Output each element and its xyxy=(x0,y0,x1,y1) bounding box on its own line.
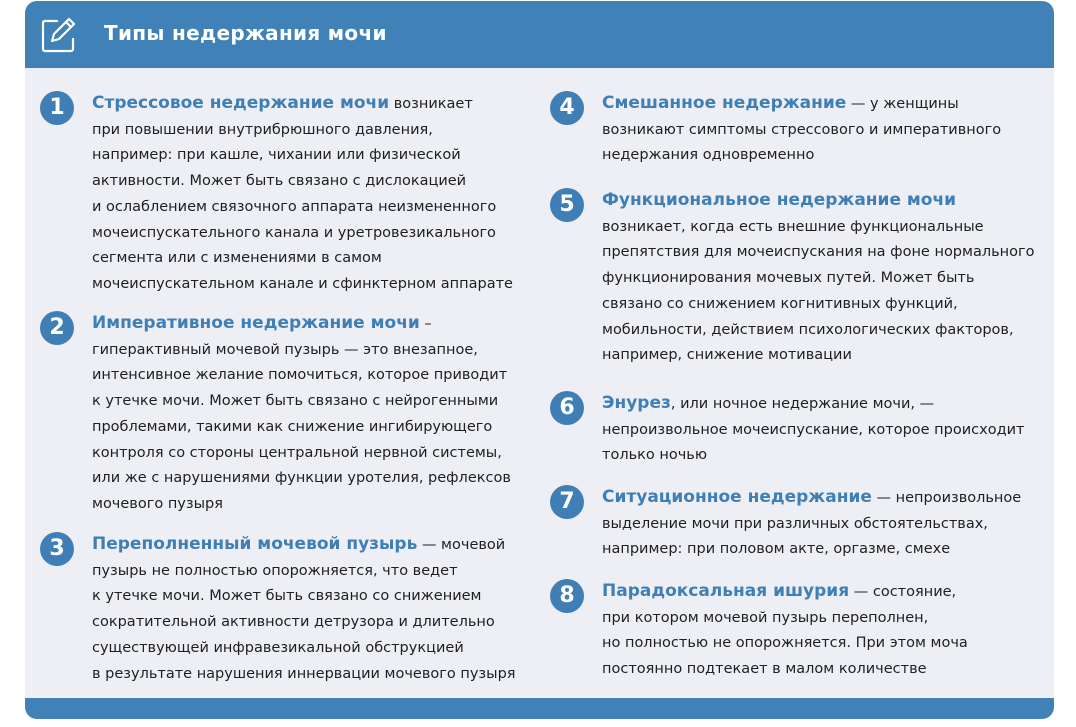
list-item xyxy=(40,311,540,532)
text-line: только ночью xyxy=(602,447,708,464)
text: — у женщины xyxy=(846,96,959,112)
text-line: мобильности, действием психологических факторов, xyxy=(602,321,1014,338)
text-line: недержания одновременно xyxy=(602,147,815,164)
list-item xyxy=(550,91,1050,188)
term-title: Смешанное недержание xyxy=(602,93,847,113)
infographic-card xyxy=(25,1,1054,719)
text-line: контроля со стороны центральной нервной системы, xyxy=(92,444,502,461)
number-badge: 4 xyxy=(550,91,584,125)
text-line: пузырь не полностью опорожняется, что ведет xyxy=(92,562,458,579)
edit-pencil-icon xyxy=(39,15,79,55)
list-item xyxy=(550,391,1050,485)
text-line: при повышении внутрибрюшного давления, xyxy=(92,121,433,138)
text-line: мочевого пузыря xyxy=(92,495,223,512)
text-line: проблемами, такими как снижение ингибирующего xyxy=(92,418,493,435)
text-line: активности. Может быть связано с дислокацией xyxy=(92,173,467,190)
text-line: возникают симптомы стрессового и императивного xyxy=(602,121,1002,138)
term-title: Переполненный мочевой пузырь xyxy=(92,534,418,554)
number-badge: 7 xyxy=(550,485,584,519)
number-badge: 6 xyxy=(550,391,584,425)
left-column xyxy=(40,91,540,687)
list-item xyxy=(40,91,540,311)
text-line: препятствия для мочеиспускания на фоне нормального xyxy=(602,244,1035,261)
term-title: Стрессовое недержание мочи xyxy=(92,93,390,113)
right-column xyxy=(550,91,1050,683)
term-title: Ситуационное недержание xyxy=(602,487,872,507)
text-line: например: при кашле, чихании или физической xyxy=(92,147,461,164)
text-line: и ослаблением связочного аппарата неизмененного xyxy=(92,198,497,215)
text-line: гиперактивный мочевой пузырь — это внезапное, xyxy=(92,341,478,358)
text-line: связано со снижением когнитивных функций, xyxy=(602,295,958,312)
text-line: постоянно подтекает в малом количестве xyxy=(602,661,927,678)
footer-bar xyxy=(25,698,1054,719)
text-line: мочеиспускательном канале и сфинктерном аппарате xyxy=(92,275,513,292)
list-item xyxy=(550,188,1050,391)
text: — мочевой xyxy=(417,537,506,553)
list-item xyxy=(550,579,1050,683)
term-title: Энурез xyxy=(602,393,671,413)
text-line: к утечке мочи. Может быть связано с нейрогенными xyxy=(92,393,499,410)
number-badge: 5 xyxy=(550,188,584,222)
text-line: или же с нарушениями функции уротелия, рефлексов xyxy=(92,470,511,487)
text-line: например, снижение мотивации xyxy=(602,347,852,364)
text-line: к утечке мочи. Может быть связано со снижением xyxy=(92,588,482,605)
term-title: Функциональное недержание мочи xyxy=(602,190,957,210)
list-item xyxy=(550,485,1050,579)
page-title: Типы недержания мочи xyxy=(104,21,387,45)
text-line: мочеиспускательного канала и уретровезикального xyxy=(92,224,496,241)
text-line: возникает, когда есть внешние функциональные xyxy=(602,218,984,235)
text-line: в результате нарушения иннервации мочевого пузыря xyxy=(92,665,516,682)
text-line: существующей инфравезикальной обструкцией xyxy=(92,639,464,656)
term-title: Парадоксальная ишурия xyxy=(602,581,850,601)
text-line: при котором мочевой пузырь переполнен, xyxy=(602,609,929,626)
header-bar xyxy=(25,1,1054,68)
text-line: например: при половом акте, оргазме, смехе xyxy=(602,541,951,558)
text-line: интенсивное желание помочиться, которое приводит xyxy=(92,367,508,384)
text: — состояние, xyxy=(849,584,957,600)
term-title: Императивное недержание мочи xyxy=(92,313,420,333)
number-badge: 2 xyxy=(40,311,74,345)
text-line: непроизвольное мочеиспускание, которое происходит xyxy=(602,421,1025,438)
text-line: сократительной активности детрузора и длительно xyxy=(92,614,495,631)
text-line: функционирования мочевых путей. Может быть xyxy=(602,270,975,287)
number-badge: 8 xyxy=(550,579,584,613)
text-line: сегмента или с изменениями в самом xyxy=(92,250,382,267)
text: возникает xyxy=(389,96,473,112)
text: — непроизвольное xyxy=(871,490,1022,506)
list-item xyxy=(40,532,540,687)
number-badge: 3 xyxy=(40,532,74,566)
text: , или ночное недержание мочи, — xyxy=(670,396,935,412)
text: – xyxy=(419,316,432,332)
text-line: но полностью не опорожняется. При этом моча xyxy=(602,635,968,652)
number-badge: 1 xyxy=(40,91,74,125)
text-line: выделение мочи при различных обстоятельствах, xyxy=(602,515,988,532)
